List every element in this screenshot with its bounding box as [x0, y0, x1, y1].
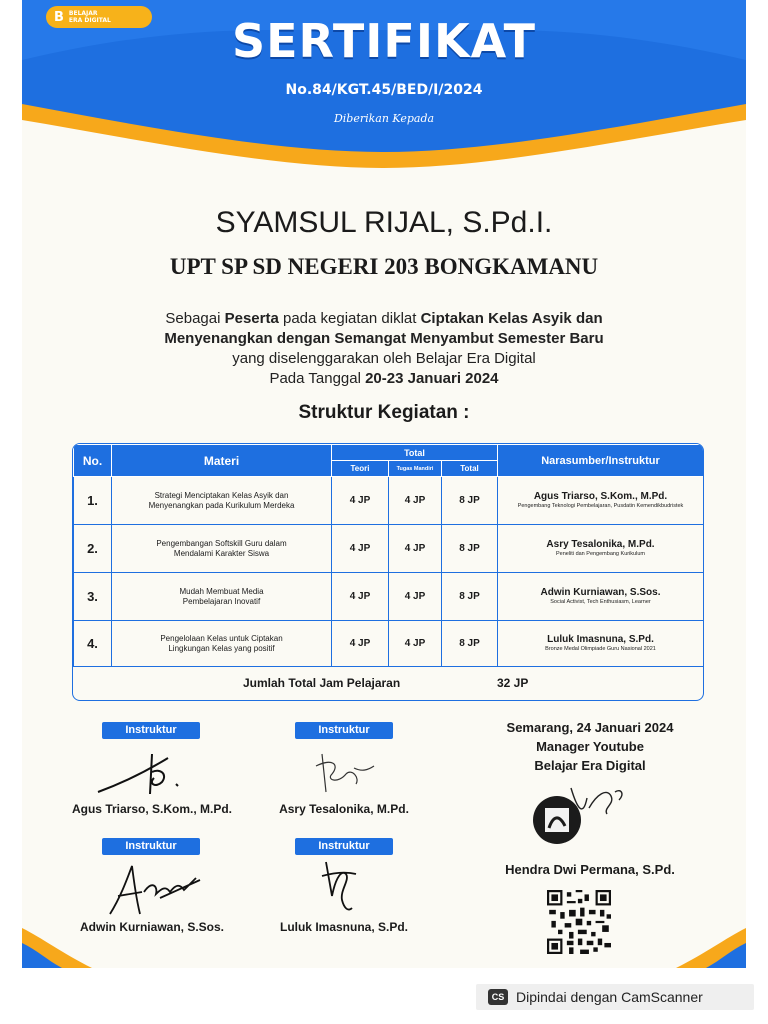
signer-asry: Asry Tesalonika, M.Pd.: [279, 802, 409, 816]
instructor-badge: Instruktur: [295, 838, 393, 855]
row-instructor: [498, 525, 704, 573]
certificate-number: No.84/KGT.45/BED/I/2024: [285, 82, 483, 98]
manager-position-1: Manager Youtube: [536, 739, 644, 754]
given-to-label: Diberikan Kepada: [333, 112, 435, 125]
camscanner-text: Dipindai dengan CamScanner: [516, 989, 703, 1005]
row-no: 2.: [74, 525, 112, 573]
instructor-role: Bronze Medal Olimpiade Guru Nasional 2021: [545, 646, 656, 652]
row-no: 1.: [74, 477, 112, 525]
table-row: [74, 621, 704, 667]
desc-event-line2: Menyenangkan dengan Semangat Menyambut Semester Baru: [164, 330, 604, 347]
row-total: 8 JP: [442, 525, 498, 573]
total-value: 32 JP: [497, 676, 529, 690]
desc-prefix: Sebagai: [165, 310, 225, 327]
certificate-title: SERTIFIKAT: [232, 14, 536, 68]
row-materi: Pengelolaan Kelas untuk Ciptakan Lingkungan Kelas yang positif: [112, 621, 332, 667]
total-row: [73, 668, 703, 698]
row-tugas: 4 JP: [389, 621, 442, 667]
instructor-badge: Instruktur: [102, 722, 200, 739]
row-teori: 4 JP: [332, 573, 389, 621]
table-row: [74, 525, 704, 573]
instructor-name: Agus Triarso, S.Kom., M.Pd.: [533, 491, 668, 502]
manager-name: Hendra Dwi Permana, S.Pd.: [505, 862, 675, 877]
instructor-name: Asry Tesalonika, M.Pd.: [546, 539, 655, 550]
logo-line1: BELAJAR: [68, 10, 98, 17]
total-label: Jumlah Total Jam Pelajaran: [243, 676, 401, 690]
signature-agus: [90, 744, 210, 800]
row-no: 3.: [74, 573, 112, 621]
desc-role: Peserta: [224, 310, 279, 327]
row-instructor: [498, 573, 704, 621]
signer-adwin: Adwin Kurniawan, S.Sos.: [79, 920, 225, 934]
instructor-name: Adwin Kurniawan, S.Sos.: [540, 587, 661, 598]
certificate: [22, 0, 746, 968]
signature-adwin: [100, 858, 210, 920]
instructor-name: Luluk Imasnuna, S.Pd.: [547, 634, 654, 645]
instructor-badge: Instruktur: [102, 838, 200, 855]
signer-agus: Agus Triarso, S.Kom., M.Pd.: [71, 802, 233, 816]
signature-luluk: [312, 856, 372, 920]
row-total: 8 JP: [442, 621, 498, 667]
logo-mark: B: [54, 9, 64, 25]
signer-luluk: Luluk Imasnuna, S.Pd.: [279, 920, 409, 934]
signature-asry: [302, 744, 392, 800]
col-tugas: Tugas Mandiri: [389, 461, 442, 477]
description: [82, 309, 686, 389]
structure-title: Struktur Kegiatan :: [298, 402, 470, 423]
camscanner-watermark: [476, 984, 754, 1010]
desc-event-line1: Ciptakan Kelas Asyik dan: [420, 310, 603, 327]
row-no: 4.: [74, 621, 112, 667]
col-no: No.: [74, 445, 112, 477]
row-materi: Pengembangan Softskill Guru dalam Mendalami Karakter Siswa: [112, 525, 332, 573]
row-teori: 4 JP: [332, 621, 389, 667]
row-total: 8 JP: [442, 573, 498, 621]
desc-date-prefix: Pada Tanggal: [269, 370, 366, 387]
col-teori: Teori: [332, 461, 389, 477]
row-tugas: 4 JP: [389, 573, 442, 621]
row-total: 8 JP: [442, 477, 498, 525]
table-row: [74, 477, 704, 525]
desc-date: 20-23 Januari 2024: [365, 370, 499, 387]
recipient-school: UPT SP SD NEGERI 203 BONGKAMANU: [169, 254, 599, 279]
qr-code: [547, 890, 611, 954]
logo-line2: ERA DIGITAL: [68, 17, 111, 24]
camscanner-icon: CS: [488, 989, 508, 1005]
place-date: Semarang, 24 Januari 2024: [506, 720, 674, 735]
row-materi: Strategi Menciptakan Kelas Asyik dan Menyenangkan pada Kurikulum Merdeka: [112, 477, 332, 525]
instructor-role: Pengembang Teknologi Pembelajaran, Pusdatin Kemendikbudristek: [517, 503, 684, 509]
table-row: [74, 573, 704, 621]
col-total: Total: [442, 461, 498, 477]
row-materi: Mudah Membuat Media Pembelajaran Inovatif: [112, 573, 332, 621]
col-narasumber: Narasumber/Instruktur: [498, 445, 704, 477]
desc-organizer: yang diselenggarakan oleh Belajar Era Digital: [232, 350, 536, 367]
row-teori: 4 JP: [332, 525, 389, 573]
structure-table: [72, 443, 704, 701]
place-date-block: [460, 718, 720, 775]
col-total-group: Total: [332, 445, 498, 461]
row-instructor: [498, 621, 704, 667]
instructor-badge: Instruktur: [295, 722, 393, 739]
row-instructor: [498, 477, 704, 525]
row-tugas: 4 JP: [389, 477, 442, 525]
desc-middle: pada kegiatan diklat: [278, 310, 421, 327]
manager-stamp-signature: [527, 778, 637, 848]
row-teori: 4 JP: [332, 477, 389, 525]
manager-position-2: Belajar Era Digital: [534, 758, 646, 773]
recipient-name: SYAMSUL RIJAL, S.Pd.I.: [215, 206, 553, 239]
instructor-role: Peneliti dan Pengembang Kurikulum: [556, 551, 645, 557]
row-tugas: 4 JP: [389, 525, 442, 573]
col-materi: Materi: [112, 445, 332, 477]
instructor-role: Social Activist, Tech Enthusiasm, Learner: [550, 599, 651, 605]
